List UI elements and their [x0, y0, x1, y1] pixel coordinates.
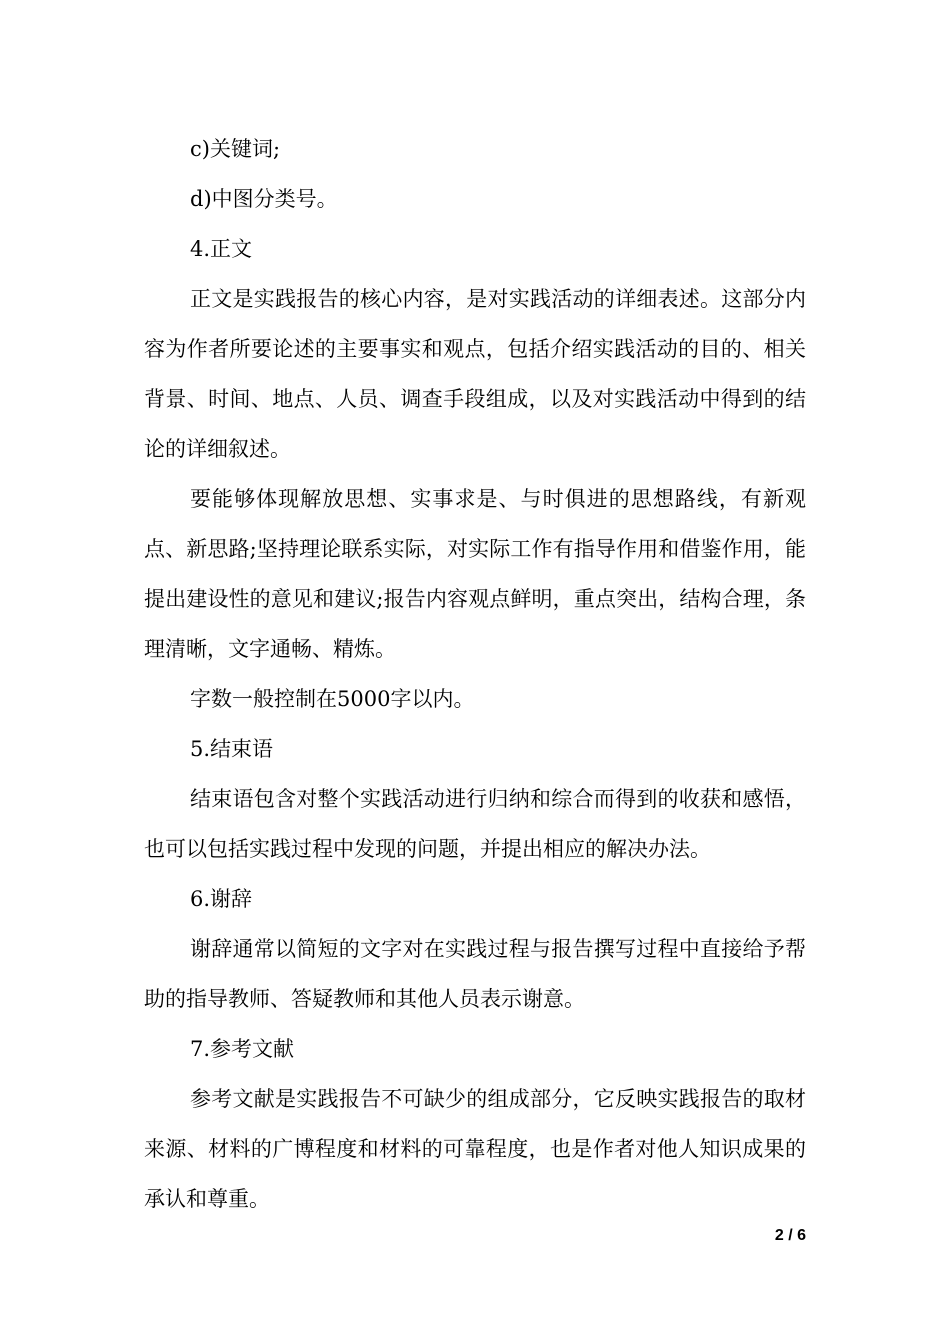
heading-conclusion: 5.结束语	[190, 737, 274, 761]
item-classification-number: d)中图分类号。	[190, 187, 338, 211]
paragraph-acknowledgements: 谢辞通常以简短的文字对在实践过程与报告撰写过程中直接给予帮助的指导教师、答疑教师和其他人员表示谢意。	[144, 937, 806, 1011]
page-number: 2 / 6	[774, 1227, 806, 1244]
item-keywords: c)关键词;	[190, 137, 281, 161]
paragraph-references: 参考文献是实践报告不可缺少的组成部分，它反映实践报告的取材来源、材料的广博程度和材料的可靠程度，也是作者对他人知识成果的承认和尊重。	[144, 1087, 806, 1211]
heading-acknowledgements: 6.谢辞	[190, 887, 253, 911]
paragraph-body-description: 正文是实践报告的核心内容，是对实践活动的详细表述。这部分内容为作者所要论述的主要事实和观点，包括介绍实践活动的目的、相关背景、时间、地点、人员、调查手段组成，以及对实践活动中得到的结论的详细叙述。	[144, 287, 806, 461]
paragraph-body-requirements: 要能够体现解放思想、实事求是、与时俱进的思想路线，有新观点、新思路;坚持理论联系实际，对实际工作有指导作用和借鉴作用，能提出建设性的意见和建议;报告内容观点鲜明，重点突出，结构合理，条理清晰，文字通畅、精炼。	[144, 487, 806, 661]
heading-body: 4.正文	[190, 237, 253, 261]
paragraph-word-count: 字数一般控制在5000字以内。	[190, 687, 475, 711]
heading-references: 7.参考文献	[190, 1037, 295, 1061]
paragraph-conclusion: 结束语包含对整个实践活动进行归纳和综合而得到的收获和感悟，也可以包括实践过程中发现的问题，并提出相应的解决办法。	[144, 787, 806, 861]
